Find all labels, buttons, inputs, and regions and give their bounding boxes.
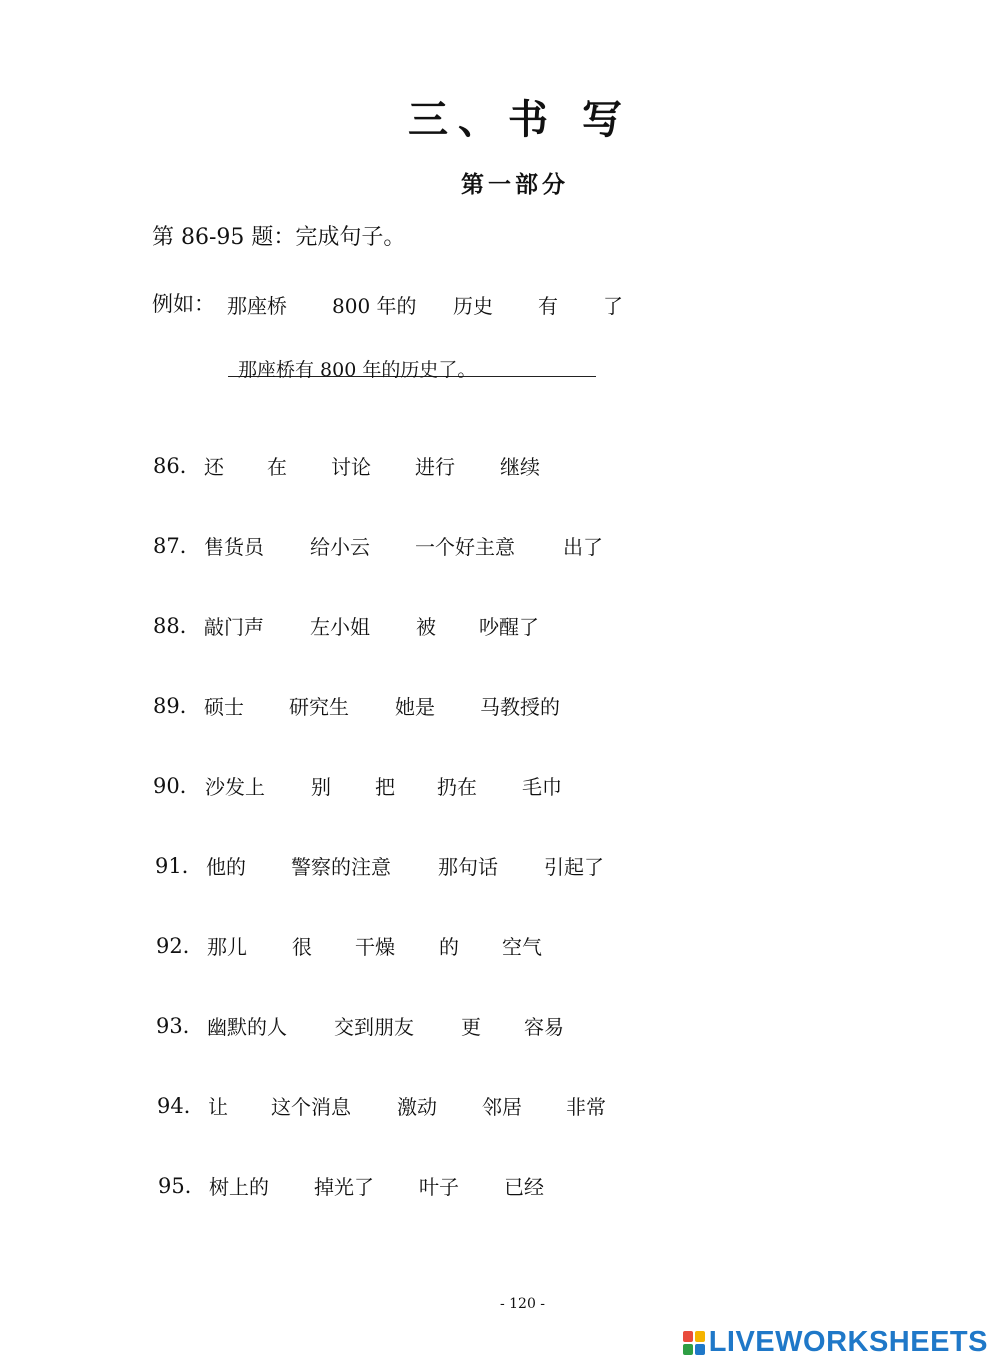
- example-word: 有: [538, 294, 558, 318]
- question-number: 87．: [153, 534, 201, 558]
- example-label: 例如：: [152, 292, 215, 316]
- example-answer: 那座桥有 800 年的历史了。: [238, 359, 477, 381]
- question-word: 沙发上: [205, 775, 265, 799]
- example-word: 了: [603, 294, 623, 318]
- question-word: 她是: [395, 695, 435, 719]
- brand-logo[interactable]: [683, 1326, 988, 1359]
- brand-icon-square: [695, 1344, 705, 1355]
- question-word: 激动: [397, 1095, 437, 1119]
- question-word: 这个消息: [271, 1095, 351, 1119]
- question-word: 空气: [502, 935, 542, 959]
- question-word: 把: [375, 775, 395, 799]
- question-word: 别: [311, 775, 331, 799]
- question-number: 91．: [155, 854, 203, 878]
- question-word: 已经: [504, 1175, 544, 1199]
- question-word: 的: [439, 935, 459, 959]
- question-word: 继续: [500, 455, 540, 479]
- question-word: 容易: [524, 1015, 564, 1039]
- question-word: 引起了: [544, 855, 604, 879]
- question-word: 很: [292, 935, 312, 959]
- question-number: 95．: [158, 1174, 206, 1198]
- instruction-text: 第 86-95 题：完成句子。: [152, 225, 406, 250]
- question-word: 扔在: [437, 775, 477, 799]
- page-title: 三、书 写: [408, 96, 632, 143]
- question-word: 非常: [566, 1095, 606, 1119]
- brand-icon-square: [695, 1331, 705, 1342]
- question-word: 叶子: [419, 1175, 459, 1199]
- liveworksheets-icon: [683, 1331, 705, 1355]
- question-number: 86．: [153, 454, 201, 478]
- question-word: 硕士: [204, 695, 244, 719]
- question-word: 在: [267, 455, 287, 479]
- question-word: 幽默的人: [207, 1015, 287, 1039]
- question-word: 还: [204, 455, 224, 479]
- question-word: 一个好主意: [415, 535, 515, 559]
- question-word: 让: [208, 1095, 228, 1119]
- question-word: 出了: [563, 535, 603, 559]
- question-number: 88．: [153, 614, 201, 638]
- brand-icon-square: [683, 1344, 693, 1355]
- question-word: 他的: [206, 855, 246, 879]
- question-number: 94．: [157, 1094, 205, 1118]
- question-word: 给小云: [310, 535, 370, 559]
- question-number: 92．: [156, 934, 204, 958]
- question-word: 进行: [415, 455, 455, 479]
- question-word: 讨论: [331, 455, 371, 479]
- question-word: 掉光了: [314, 1175, 374, 1199]
- section-subtitle: 第一部分: [461, 171, 569, 198]
- question-word: 被: [416, 615, 436, 639]
- question-number: 89．: [153, 694, 201, 718]
- question-word: 研究生: [289, 695, 349, 719]
- question-word: 树上的: [209, 1175, 269, 1199]
- question-word: 警察的注意: [291, 855, 391, 879]
- question-word: 那儿: [207, 935, 247, 959]
- question-word: 毛巾: [522, 775, 562, 799]
- question-word: 那句话: [438, 855, 498, 879]
- question-word: 干燥: [355, 935, 395, 959]
- example-word: 历史: [453, 294, 493, 318]
- example-word: 那座桥: [227, 294, 287, 318]
- question-word: 交到朋友: [334, 1015, 414, 1039]
- brand-icon-square: [683, 1331, 693, 1342]
- question-word: 售货员: [204, 535, 264, 559]
- question-word: 更: [461, 1015, 481, 1039]
- question-number: 93．: [156, 1014, 204, 1038]
- question-number: 90．: [153, 774, 201, 798]
- question-word: 吵醒了: [479, 615, 539, 639]
- question-word: 敲门声: [204, 615, 264, 639]
- question-word: 马教授的: [480, 695, 560, 719]
- question-word: 邻居: [482, 1095, 522, 1119]
- example-word: 800 年的: [332, 294, 417, 318]
- page-number: - 120 -: [499, 1296, 546, 1312]
- question-word: 左小姐: [310, 615, 370, 639]
- brand-name: LIVEWORKSHEETS: [708, 1326, 988, 1358]
